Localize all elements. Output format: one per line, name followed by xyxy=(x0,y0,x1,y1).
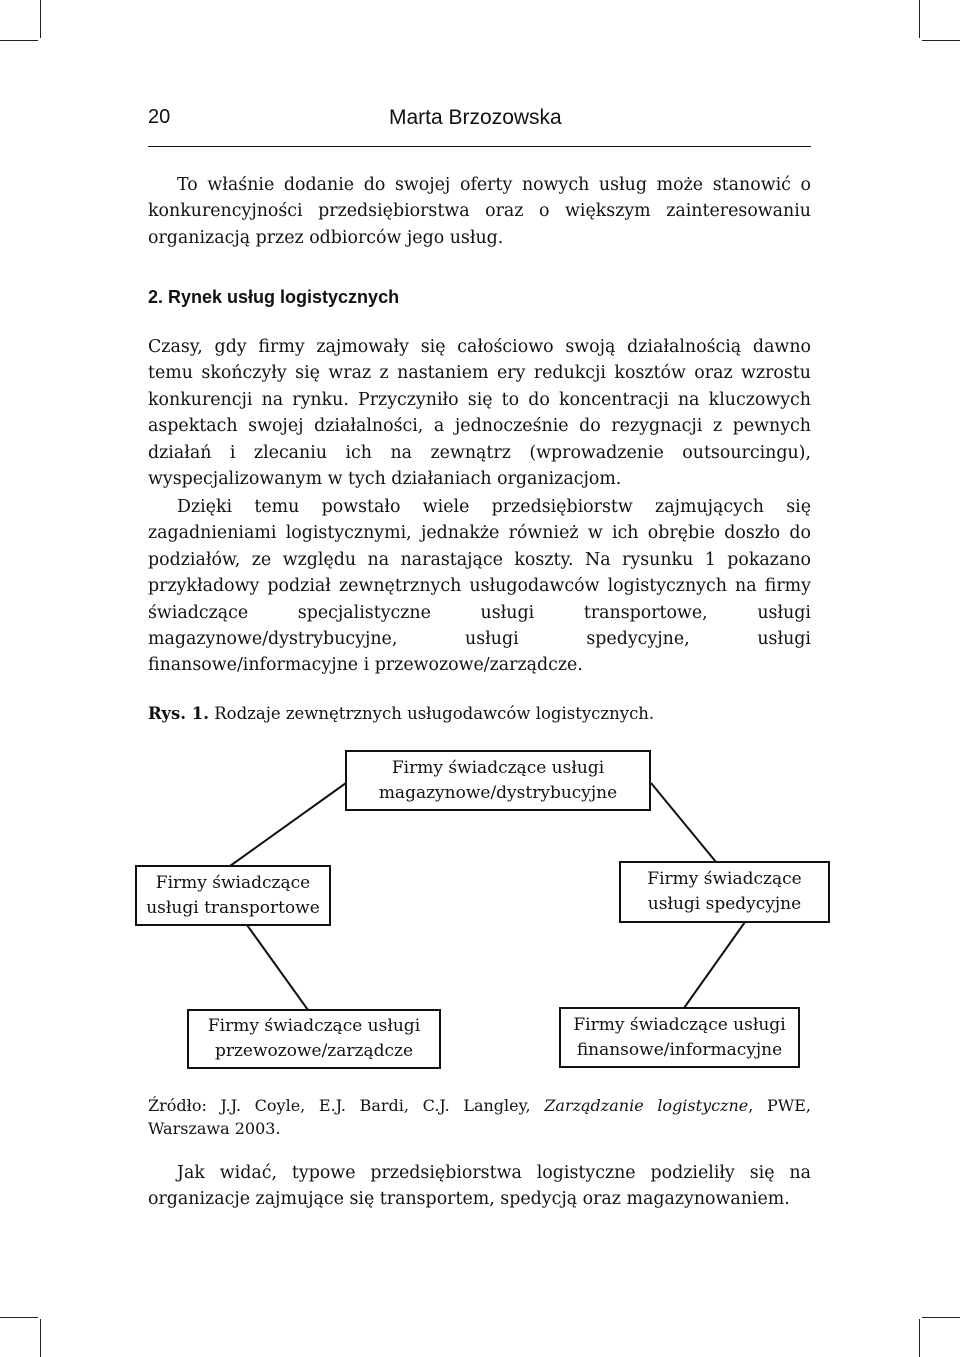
node-magazynowe xyxy=(345,750,651,811)
connector-top-left xyxy=(230,783,346,866)
node-line: Firmy świadczące usługi xyxy=(391,757,605,778)
page-number: 20 xyxy=(148,106,171,128)
source-publisher: , PWE, Warszawa 2003. xyxy=(148,1096,812,1138)
figure-source xyxy=(148,1094,811,1140)
node-line: przewozowe/zarządcze xyxy=(214,1041,414,1061)
node-line: Firmy świadczące usługi xyxy=(207,1016,421,1036)
node-line: usługi transportowe xyxy=(146,897,320,918)
section-heading: 2. Rynek usług logistycznych xyxy=(148,287,400,307)
node-line: Firmy świadczące usługi xyxy=(573,1014,786,1035)
node-line: finansowe/informacyjne xyxy=(576,1039,783,1060)
node-finansowe xyxy=(559,1007,800,1068)
source-title: Zarządzanie logistyczne xyxy=(544,1096,749,1115)
connector-top-right xyxy=(651,783,716,862)
node-przewozowe xyxy=(187,1009,441,1069)
intro-paragraph: To właśnie dodanie do swojej oferty nowych usług może stanowić o konkurencyjności przedsiębiorstwa oraz o większym zainteresowaniu organizacją przez odbiorców jego usług. xyxy=(148,175,811,248)
section-paragraph-1: Czasy, gdy firmy zajmowały się całościowo swoją działalnością dawno temu skończyły się wraz z nastaniem ery redukcji kosztów oraz wzrostu konkurencji na rynku. Przyczyniło się to do koncentracji na kluczowych aspektach swojej działalności, a jednocześnie do rezygnacji z pewnych działań i zlecaniu ich na zewnątrz (wprowadzenie outsourcingu), wyspecjalizowanym w tych działaniach organizacjom. xyxy=(148,337,811,490)
figure-caption-label: Rys. 1. xyxy=(148,704,210,723)
source-authors: Źródło: J.J. Coyle, E.J. Bardi, C.J. Langley, xyxy=(148,1096,545,1115)
node-line: magazynowe/dystrybucyjne xyxy=(378,782,618,803)
section-paragraph-2: Dzięki temu powstało wiele przedsiębiorstw zajmujących się zagadnieniami logistycznymi, jednakże również w ich obrębie doszło do podziałów, ze względu na narastające koszty. Na rysunku 1 pokazano przykładowy podział zewnętrznych usługodawców logistycznych na firmy świadczące specjalistyczne usługi transportowe, usługi magazynowe/dystrybucyjne, usługi spedycyjne, usługi finansowe/informacyjne i przewozowe/zarządcze. xyxy=(148,497,811,676)
node-spedycyjne xyxy=(619,861,830,923)
node-transportowe xyxy=(135,865,331,926)
connector-left-bottom xyxy=(247,925,308,1010)
connector-right-bottom xyxy=(684,922,745,1008)
node-line: Firmy świadczące xyxy=(155,872,311,893)
node-line: Firmy świadczące xyxy=(647,869,802,889)
running-head-author: Marta Brzozowska xyxy=(389,106,562,129)
closing-paragraph: Jak widać, typowe przedsiębiorstwa logistyczne podzieliły się na organizacje zajmujące się transportem, spedycją oraz magazynowaniem. xyxy=(148,1163,811,1210)
node-line: usługi spedycyjne xyxy=(647,894,802,914)
figure-caption-text: Rodzaje zewnętrznych usługodawców logistycznych. xyxy=(209,704,655,723)
